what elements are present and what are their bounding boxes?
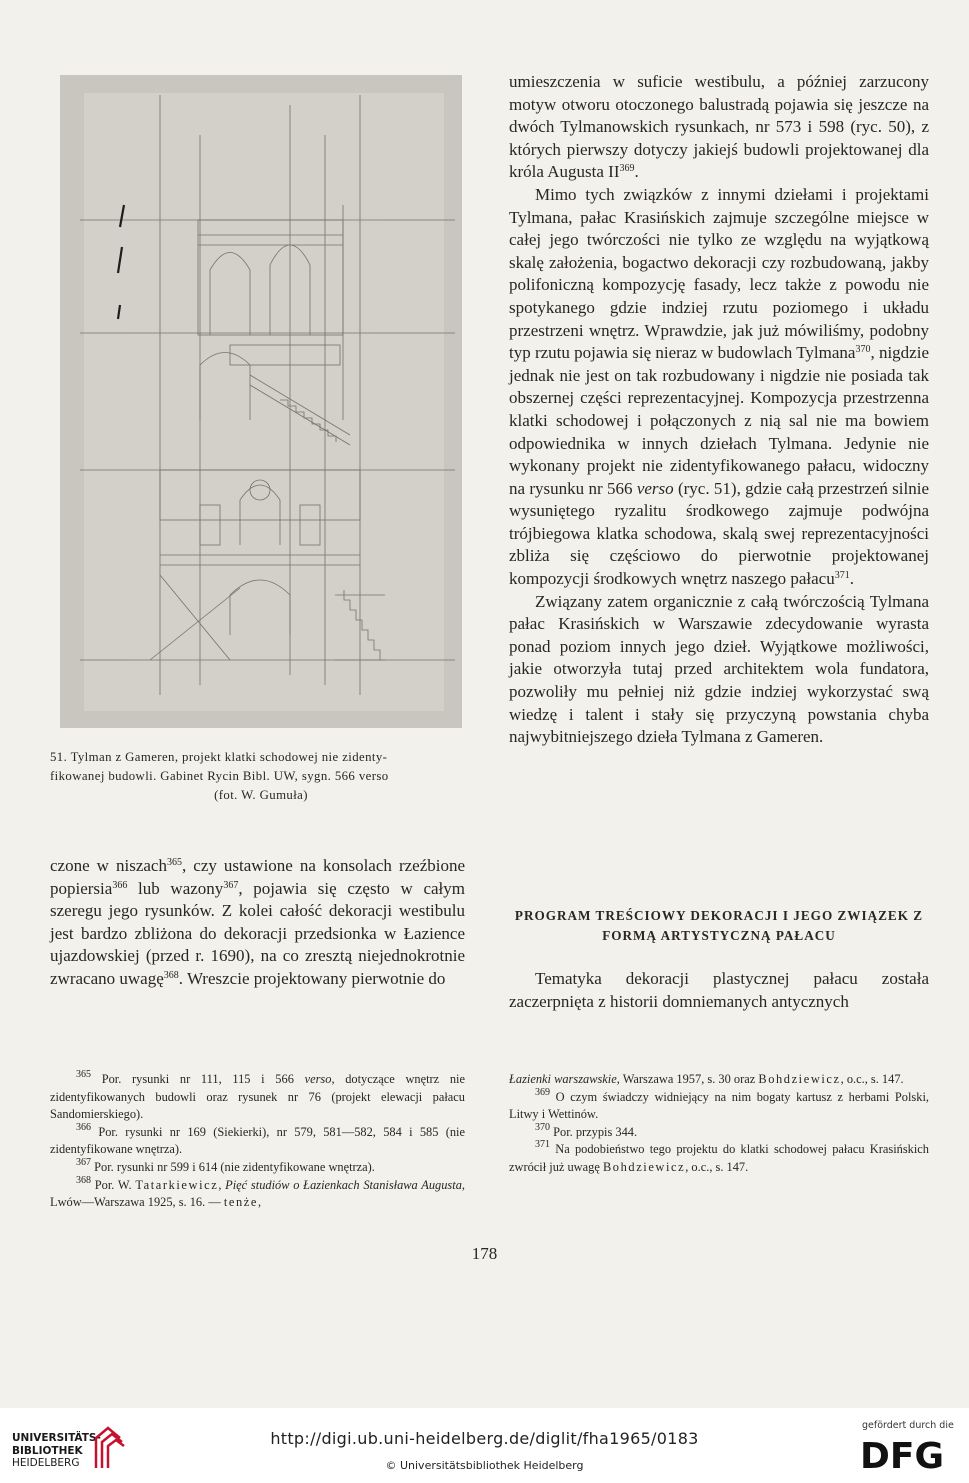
paragraph: Związany zatem organicznie z całą twórczością Tylmana pałac Krasińskich w Warszawie zdecydowanie wyrasta ponad poziom innych jego dzieł. Wyjątkowe możliwości, jakie otworzyła tutaj przed architektem wola fundatora, pozwoliły mu pełniej niż gdzie indziej wykorzystać swą wiedzę i talent i stały się przyczyną powstania chyba najwybitniejszego dzieła Tylmana z Gameren. bbox=[509, 591, 929, 747]
right-column-text-bottom bbox=[509, 968, 929, 1013]
paragraph: Tematyka dekoracji plastycznej pałacu została zaczerpnięta z historii domniemanych antycznych bbox=[509, 969, 929, 1011]
paragraph: Mimo tych związków z innymi dziełami i projektami Tylmana, pałac Krasińskich zajmuje szczególne miejsce w całej jego twórczości nie tylko ze względu na wyjątkową skalę założenia, bogactwo dekoracji czy rozbudowaną, jakby polifoniczną kompozycję fasady, lecz także z powodu nie spotykanego gdzie indziej rzutu poziomego i układu przestrzeni wnętrz. Wprawdzie, jak już mówiliśmy, podobny typ rzutu pojawia się nieraz w budowlach Tylmana$^{370}$, nigdzie jednak nie jest on tak rozbudowany i nigdzie nie posiada tak obszernej części reprezentacyjnej. Kompozycja przestrzenna klatki schodowej i połączonych z nią sal nie ma bowiem odpowiednika w innych dziełach Tylmana. Jedynie nie wykonany projekt nie zidentyfikowanego pałacu, widoczny na rysunku nr 566 verso (ryc. 51), gdzie całą przestrzeń silnie wysuniętego ryzalitu środkowego zajmuje podwójna trójbiegowa klatka schodowa, skalą swej reprezentacyjności zbliża się częściowo do pierwotnie projektowanej kompozycji środkowych wnętrz naszego pałacu$^{371}$. bbox=[509, 184, 929, 589]
section-heading: PROGRAM TREŚCIOWY DEKORACJI I JEGO ZWIĄZEK Z FORMĄ ARTYSTYCZNĄ PAŁACU bbox=[514, 908, 924, 943]
dfg-logo-icon[interactable] bbox=[860, 1436, 956, 1472]
page-number: 178 bbox=[471, 1244, 498, 1263]
funding-note: gefördert durch die bbox=[862, 1420, 954, 1431]
footnote-ref[interactable]: 366 bbox=[112, 879, 128, 891]
paragraph: umieszczenia w suficie westibulu, a później zarzucony motyw otworu otoczonego balustradą pojawia się jeszcze na dwóch Tylmanowskich rysunkach, nr 573 i 598 (ryc. 50), z których pierwszy dotyczy jakiejś budowli projektowanej dla króla Augusta II$^{369}$. bbox=[509, 72, 929, 182]
footnote: $^{365}$ Por. rysunki nr 111, 115 i 566 verso, dotyczące wnętrz nie zidentyfikowanych budowli oraz rysunek nr 76 (projekt elewacji pałacu Sandomierskiego). bbox=[50, 1069, 465, 1122]
footnote: $^{369}$ O czym świadczy widniejący na nim bogaty kartusz z herbami Polski, Litwy i Wettinów. bbox=[509, 1086, 929, 1122]
right-column-text bbox=[509, 71, 929, 749]
dfg-logo-text: DFG bbox=[860, 1436, 945, 1472]
footnote: $^{371}$ Na podobieństwo tego projektu do klatki schodowej pałacu Krasińskich zwrócił już uwagę Bohdziewicz, o.c., s. 147. bbox=[509, 1139, 929, 1174]
footnote: $^{368}$ Por. W. Tatarkiewicz, Pięć studiów o Łazienkach Stanisława Augusta, Lwów—Warszawa 1925, s. 16. — tenże, bbox=[50, 1174, 465, 1210]
footnote-ref[interactable]: 369 bbox=[619, 163, 635, 175]
footnote-ref[interactable]: 371 bbox=[834, 570, 850, 582]
footnote: $^{366}$ Por. rysunki nr 169 (Siekierki), nr 579, 581—582, 584 i 585 (nie zidentyfikowane wnętrza). bbox=[50, 1121, 465, 1157]
caption-line: (fot. W. Gumuła) bbox=[214, 788, 308, 802]
library-name[interactable]: UNIVERSITÄTS- BIBLIOTHEK HEIDELBERG bbox=[12, 1432, 101, 1469]
copyright-notice: © Universitätsbibliothek Heidelberg bbox=[385, 1459, 584, 1472]
footnote-ref[interactable]: 367 bbox=[223, 879, 239, 891]
document-url-link[interactable]: http://digi.ub.uni-heidelberg.de/diglit/fha1965/0183 bbox=[270, 1429, 699, 1448]
footnote: $^{370}$ Por. przypis 344. bbox=[535, 1121, 638, 1139]
paragraph: czone w niszach$^{365}$, czy ustawione na konsolach rzeźbione popiersia$^{366}$ lub wazony$^{367}$, pojawia się często w całym szeregu jego rysunków. Z kolei całość dekoracji westibulu jest bardzo zbliżona do dekoracji przedsionka w Łazience ujazdowskiej (przed r. 1690), na co zresztą niejednokrotnie zwracano uwagę$^{368}$. Wreszcie projektowany pierwotnie do bbox=[50, 856, 466, 988]
architectural-drawing-figure bbox=[60, 75, 462, 728]
left-column-text bbox=[50, 855, 465, 991]
footnote-ref[interactable]: 370 bbox=[855, 344, 871, 356]
footnote-ref[interactable]: 368 bbox=[163, 969, 179, 981]
figure-caption bbox=[50, 748, 472, 805]
footnote: $^{367}$ Por. rysunki nr 599 i 614 (nie zidentyfikowane wnętrza). bbox=[76, 1156, 375, 1174]
viewer-footer bbox=[0, 1408, 969, 1483]
caption-line: fikowanej budowli. Gabinet Rycin Bibl. UW, sygn. 566 verso bbox=[50, 769, 389, 783]
staircase-sketch-image bbox=[60, 75, 462, 728]
footnote-ref[interactable]: 365 bbox=[166, 857, 182, 868]
footnotes-right bbox=[509, 1071, 929, 1177]
caption-line: 51. Tylman z Gameren, projekt klatki schodowej nie zidenty- bbox=[50, 750, 388, 764]
footnote-continuation: Łazienki warszawskie, Warszawa 1957, s. 30 oraz Bohdziewicz, o.c., s. 147. bbox=[509, 1072, 904, 1086]
footnotes-left bbox=[50, 1071, 465, 1212]
